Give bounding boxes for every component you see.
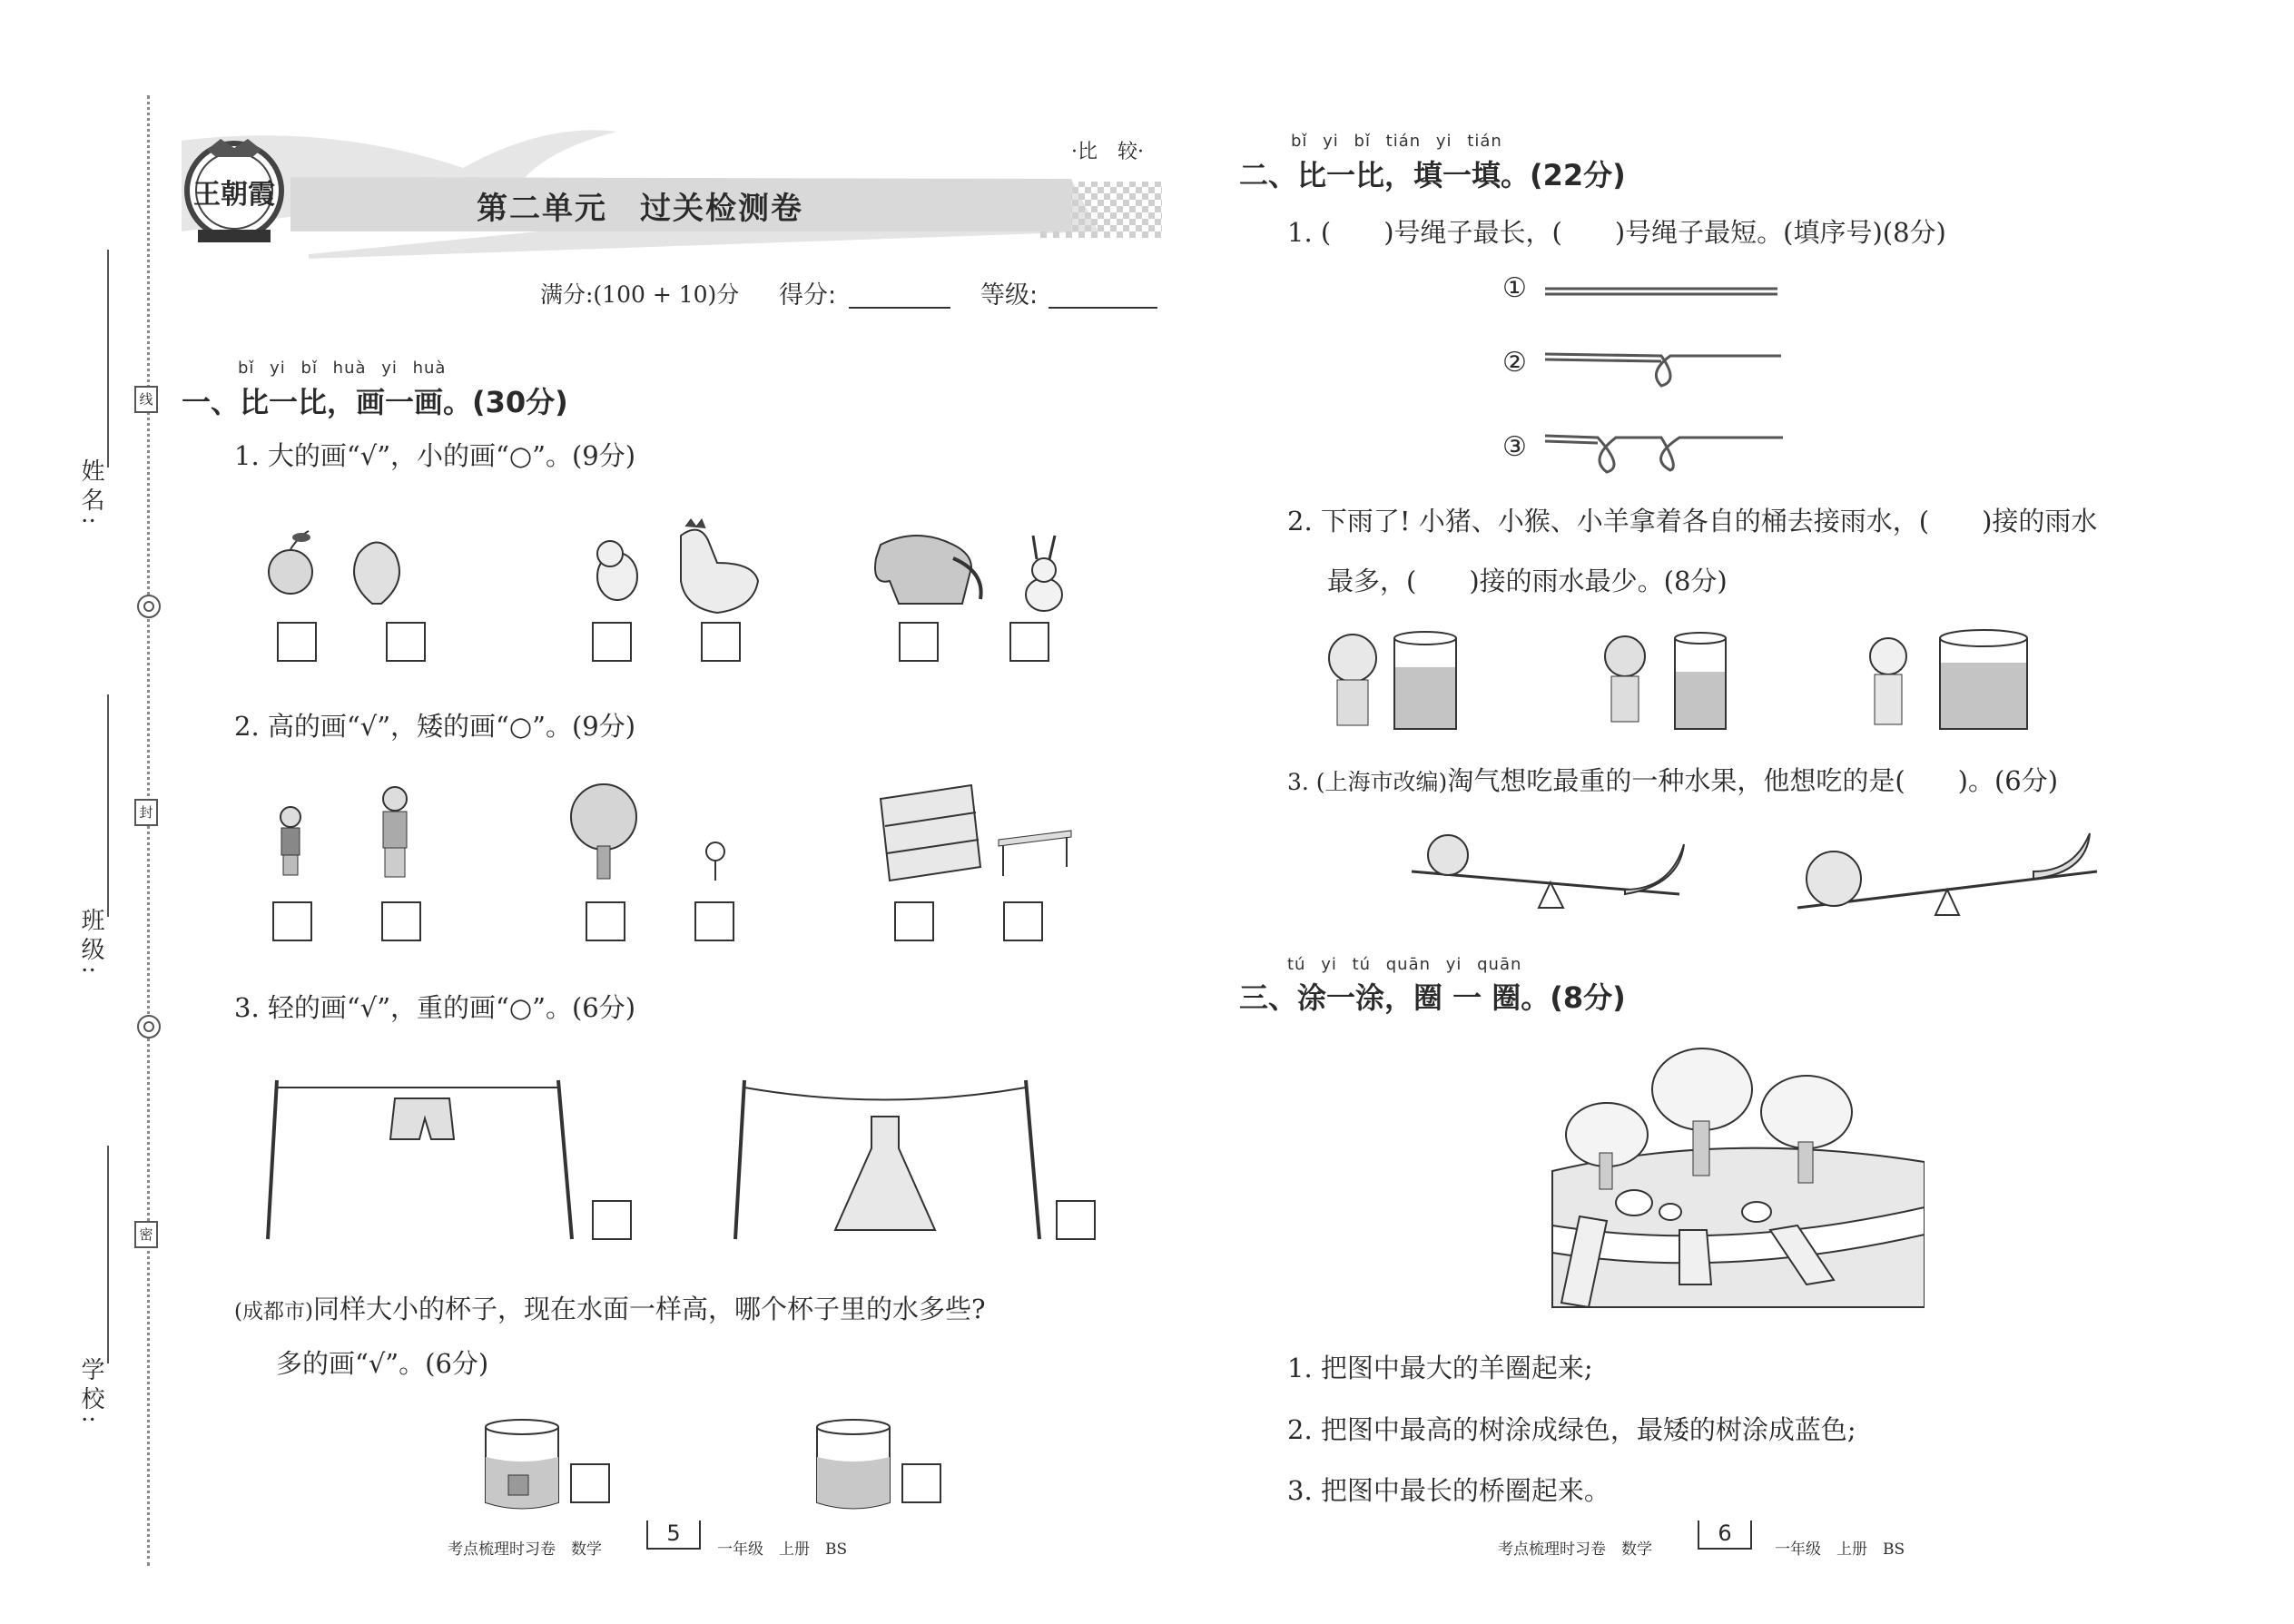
tall-man-icon <box>383 787 407 877</box>
monkey-icon <box>1605 636 1645 722</box>
grade-field[interactable] <box>1049 307 1157 309</box>
shorts-icon <box>390 1098 454 1139</box>
q1-answer-box-4[interactable] <box>701 622 741 662</box>
dress-icon <box>835 1117 935 1230</box>
section2-q3-line <box>1287 761 2058 798</box>
page-number-left: 5 <box>666 1521 681 1546</box>
cup-icon <box>817 1420 890 1509</box>
q1-answer-box-2[interactable] <box>386 622 426 662</box>
bridge-icon <box>1679 1230 1711 1284</box>
section1-q4-line1 <box>234 1289 986 1326</box>
rope-label-2: ② <box>1502 347 1527 379</box>
chick-icon <box>597 541 637 600</box>
rope-label-3: ③ <box>1502 431 1527 463</box>
q2-answer-box-3[interactable] <box>586 901 625 941</box>
q3-balance-scales-picture <box>1407 817 2106 926</box>
rabbit-icon <box>1026 536 1062 611</box>
section2-q1: 1. ( )号绳子最长，( )号绳子最短。(填序号)(8分) <box>1287 217 1946 248</box>
section1-q4-line2: 多的画“√”。(6分) <box>276 1348 489 1379</box>
section3-pinyin: tú yi tú quān yi quān <box>1287 955 1522 974</box>
section2-q2-line2: 最多，( )接的雨水最少。(8分) <box>1327 566 1728 596</box>
logo-text: 王朝霞 <box>193 179 275 211</box>
footer-right-page-bracket <box>1698 1521 1752 1550</box>
class-label: 班级: <box>77 908 104 979</box>
q2-answer-box-6[interactable] <box>1003 901 1043 941</box>
q1-answer-box-3[interactable] <box>592 622 632 662</box>
rope-2 <box>1545 354 1781 386</box>
q3-answer-box-1[interactable] <box>592 1200 632 1240</box>
q1-pictures <box>263 517 1080 617</box>
sheep-icon <box>1870 638 1906 724</box>
q2-answer-box-5[interactable] <box>894 901 934 941</box>
school-write-line <box>107 1146 109 1363</box>
park-scene-picture <box>1543 1044 1925 1316</box>
full-score: 满分:(100 + 10)分 <box>540 281 740 308</box>
swirl-ornament <box>137 1015 161 1038</box>
ropes-picture <box>1543 272 1788 481</box>
sheep-icon <box>1616 1190 1652 1216</box>
q3-answer-box-2[interactable] <box>1056 1200 1096 1240</box>
tomato-icon <box>1807 851 1861 906</box>
q1-answer-box-1[interactable] <box>277 622 317 662</box>
topic-tag: ·比 较· <box>1071 141 1144 163</box>
page-number-right: 6 <box>1718 1521 1732 1546</box>
binding-dotted-line <box>147 95 150 1566</box>
class-write-line <box>107 694 109 917</box>
balance-1 <box>1412 835 1684 908</box>
footer-left-page-bracket <box>646 1521 701 1550</box>
rope-label-1: ① <box>1502 272 1527 304</box>
section1-q2: 2. 高的画“√”，矮的画“○”。(9分) <box>234 711 636 742</box>
sheep-icon <box>1659 1204 1681 1220</box>
q4-cups-pictures <box>481 1416 935 1516</box>
banana-icon <box>1625 844 1684 894</box>
shelf-icon <box>881 785 980 881</box>
q2-answer-box-4[interactable] <box>694 901 734 941</box>
section3-title: 三、涂一涂，圈 一 圈。(8分) <box>1239 980 1626 1015</box>
tree-icon <box>571 784 636 879</box>
name-label: 姓名: <box>77 458 104 530</box>
apple-icon <box>269 531 312 594</box>
peach-icon <box>1428 835 1468 875</box>
peach-icon <box>354 543 399 605</box>
cup-with-cube-icon <box>486 1420 558 1509</box>
section1-q3: 3. 轻的画“√”，重的画“○”。(6分) <box>234 992 636 1023</box>
section1-title: 一、比一比，画一画。(30分) <box>182 385 568 419</box>
pig-bucket-icon <box>1394 632 1456 729</box>
section3-item-1: 1. 把图中最大的羊圈起来; <box>1287 1353 1593 1383</box>
score-field[interactable] <box>849 307 950 309</box>
q1-answer-box-5[interactable] <box>899 622 939 662</box>
rope-3 <box>1545 436 1783 472</box>
footer-right-grade: 一年级 上册 BS <box>1775 1540 1905 1559</box>
balance-2 <box>1797 833 2097 915</box>
school-label: 学校: <box>77 1357 104 1429</box>
short-boy-icon <box>281 807 300 875</box>
flower-icon <box>706 842 724 881</box>
q2-pictures <box>263 781 1108 894</box>
q3-source: 3. (上海市改编) <box>1287 769 1448 795</box>
footer-left-grade: 一年级 上册 BS <box>717 1540 848 1559</box>
q4-answer-box-1[interactable] <box>570 1463 610 1503</box>
unit-title: 第二单元 过关检测卷 <box>477 191 803 227</box>
score-label: 得分: <box>779 281 837 310</box>
sheep-bucket-icon <box>1940 630 2027 729</box>
q2-answer-box-1[interactable] <box>272 901 312 941</box>
monkey-bucket-icon <box>1675 633 1726 729</box>
q1-answer-box-6[interactable] <box>1009 622 1049 662</box>
section1-pinyin: bǐ yi bǐ huà yi huà <box>238 359 447 378</box>
hen-icon <box>681 519 758 613</box>
seal-mark-feng: 封 <box>134 799 158 826</box>
pig-icon <box>1329 635 1376 725</box>
section2-pinyin: bǐ yi bǐ tián yi tián <box>1291 132 1502 151</box>
rope-1 <box>1545 289 1777 294</box>
grade-label: 等级: <box>980 281 1039 310</box>
q4-source: (成都市) <box>234 1300 313 1324</box>
seal-mark-xian: 线 <box>134 386 158 413</box>
q3-text: 淘气想吃最重的一种水果，他想吃的是( )。(6分) <box>1447 765 2059 796</box>
seal-mark-mi: 密 <box>134 1221 158 1248</box>
q2-answer-box-2[interactable] <box>381 901 421 941</box>
section2-title: 二、比一比，填一填。(22分) <box>1239 158 1626 192</box>
q4-text: 同样大小的杯子，现在水面一样高，哪个杯子里的水多些? <box>312 1294 986 1324</box>
footer-left-series: 考点梳理时习卷 数学 <box>448 1540 602 1559</box>
section2-q2-line1: 2. 下雨了! 小猪、小猴、小羊拿着各自的桶去接雨水，( )接的雨水 <box>1287 506 2098 536</box>
footer-right-series: 考点梳理时习卷 数学 <box>1498 1540 1652 1559</box>
swirl-ornament <box>137 595 161 618</box>
q4-answer-box-2[interactable] <box>901 1463 941 1503</box>
elephant-icon <box>875 536 981 604</box>
q2-animals-buckets-picture <box>1321 622 2047 740</box>
banana-icon <box>2033 833 2090 879</box>
publisher-logo <box>180 132 289 250</box>
name-write-line <box>107 250 109 468</box>
sheep-icon <box>1742 1202 1771 1222</box>
section3-item-3: 3. 把图中最长的桥圈起来。 <box>1287 1475 1610 1506</box>
table-icon <box>999 831 1071 876</box>
section1-q1: 1. 大的画“√”，小的画“○”。(9分) <box>234 440 636 471</box>
q3-clothesline-pictures <box>263 1062 1117 1244</box>
section3-item-2: 2. 把图中最高的树涂成绿色，最矮的树涂成蓝色; <box>1287 1414 1856 1445</box>
